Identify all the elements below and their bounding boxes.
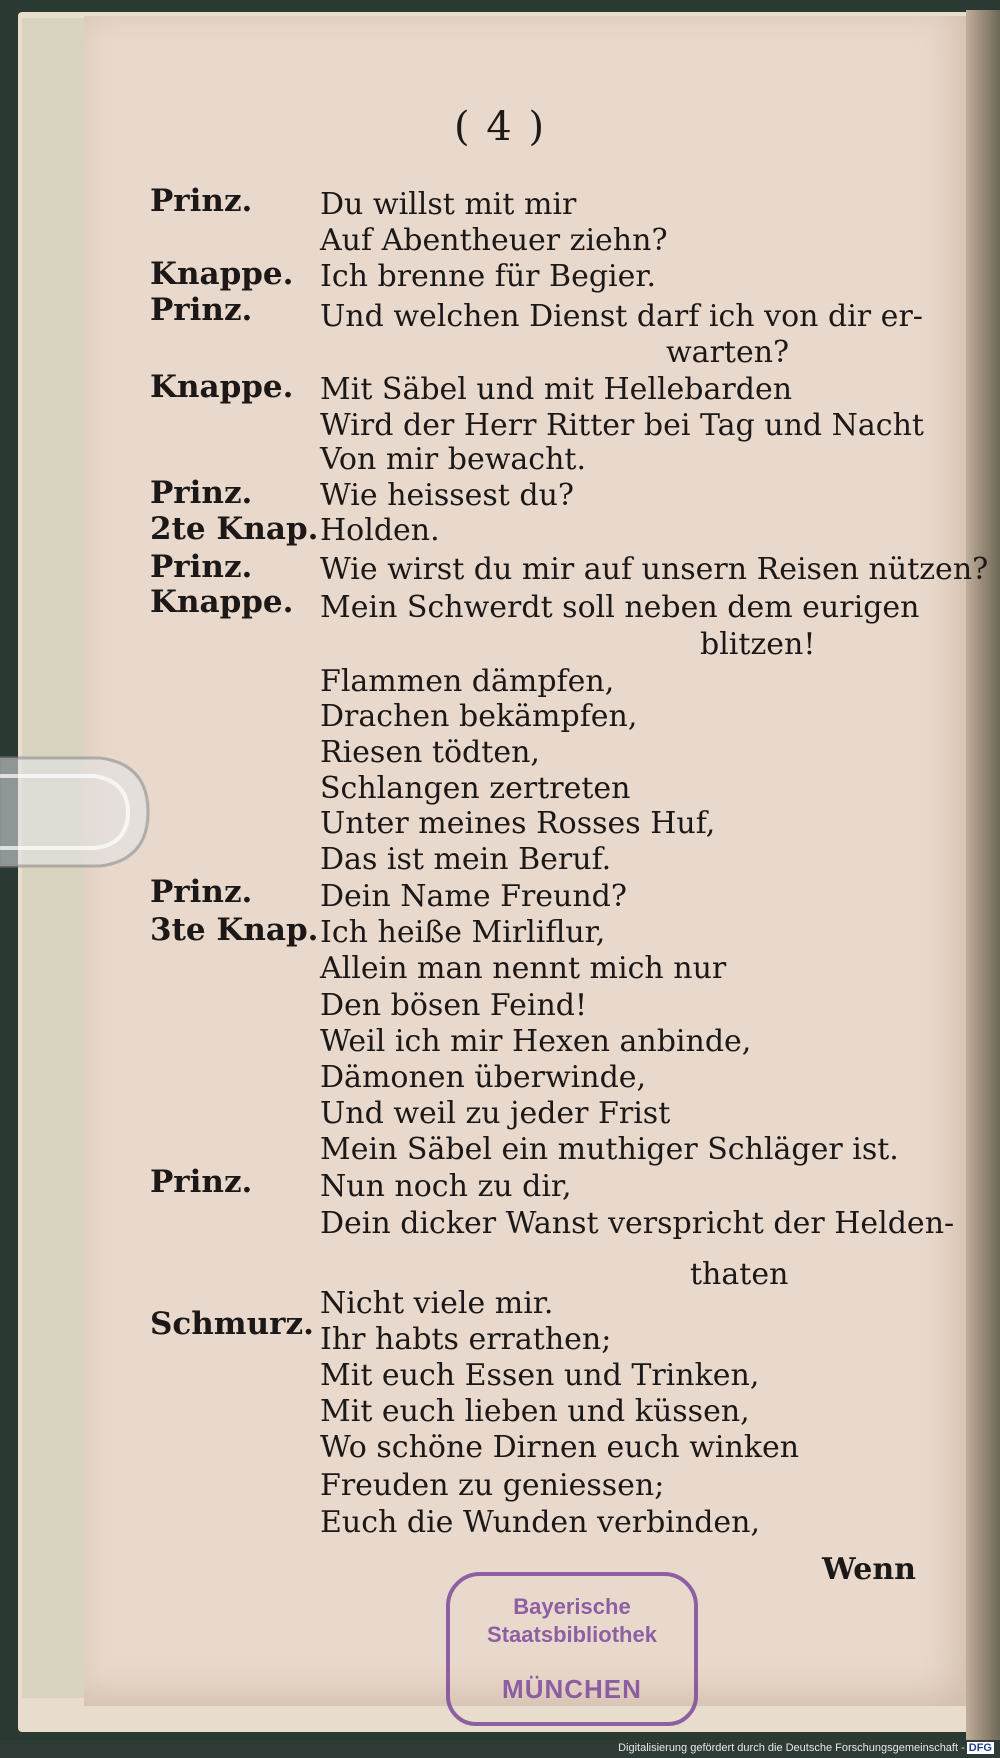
dialogue-line: thaten: [690, 1257, 789, 1292]
dialogue-line: Ihr habts errathen;: [320, 1322, 612, 1357]
dialogue-line: Nicht viele mir.: [320, 1286, 554, 1321]
dialogue-line: Weil ich mir Hexen anbinde,: [320, 1024, 752, 1059]
dialogue-line: Wie heissest du?: [320, 478, 575, 513]
page-number: ( 4 ): [453, 104, 547, 150]
dialogue-line: Mein Säbel ein muthiger Schläger ist.: [320, 1132, 899, 1167]
dialogue-line: Wie wirst du mir auf unsern Reisen nützen?: [320, 552, 989, 587]
speaker-label: Prinz.: [150, 183, 253, 219]
speaker-label: 2te Knap.: [150, 511, 319, 547]
speaker-label: 3te Knap.: [150, 912, 319, 948]
dialogue-line: Dein dicker Wanst verspricht der Helden-: [320, 1206, 955, 1241]
speaker-label: Knappe.: [150, 256, 294, 292]
dialogue-line: Wo schöne Dirnen euch winken: [320, 1430, 800, 1465]
dialogue-line: Drachen bekämpfen,: [320, 699, 638, 734]
speaker-label: Prinz.: [150, 475, 253, 511]
dialogue-line: Dein Name Freund?: [320, 879, 627, 914]
dialogue-line: Euch die Wunden verbinden,: [320, 1505, 761, 1540]
catchword: Wenn: [822, 1552, 916, 1587]
library-stamp: [446, 1572, 698, 1726]
speaker-label: Schmurz.: [150, 1306, 314, 1342]
dialogue-line: Mein Schwerdt soll neben dem eurigen: [320, 590, 920, 625]
dialogue-line: Mit euch lieben und küssen,: [320, 1394, 750, 1429]
speaker-label: Prinz.: [150, 874, 253, 910]
dialogue-line: Schlangen zertreten: [320, 771, 631, 806]
dialogue-line: Den bösen Feind!: [320, 988, 588, 1023]
stamp-line: MÜNCHEN: [502, 1674, 642, 1704]
dialogue-line: Dämonen überwinde,: [320, 1060, 647, 1095]
digitization-credit: [618, 1742, 994, 1754]
dialogue-line: Riesen tödten,: [320, 735, 540, 770]
dialogue-line: Von mir bewacht.: [320, 442, 586, 477]
dialogue-line: Unter meines Rosses Huf,: [320, 806, 716, 841]
dialogue-line: Das ist mein Beruf.: [320, 842, 612, 877]
dialogue-line: Ich brenne für Begier.: [320, 259, 656, 294]
credit-text: Digitalisierung gefördert durch die Deutsche Forschungsgemeinschaft -: [618, 1742, 965, 1754]
speaker-label: Knappe.: [150, 584, 294, 620]
dialogue-line: Auf Abentheuer ziehn?: [320, 223, 668, 258]
dialogue-line: Allein man nennt mich nur: [320, 951, 727, 986]
speaker-label: Prinz.: [150, 292, 253, 328]
stamp-line: Staatsbibliothek: [487, 1622, 657, 1647]
dialogue-line: Mit euch Essen und Trinken,: [320, 1358, 760, 1393]
dialogue-line: Freuden zu geniessen;: [320, 1468, 665, 1503]
dialogue-line: Du willst mit mir: [320, 187, 577, 222]
dialogue-line: Nun noch zu dir,: [320, 1169, 572, 1204]
dialogue-line: Und weil zu jeder Frist: [320, 1096, 671, 1131]
dialogue-line: Und welchen Dienst darf ich von dir er-: [320, 299, 923, 334]
dialogue-line: warten?: [666, 335, 790, 370]
dfg-logo: DFG: [968, 1742, 992, 1754]
plastic-clip: [0, 748, 150, 876]
dialogue-line: blitzen!: [700, 627, 816, 662]
speaker-label: Prinz.: [150, 1164, 253, 1200]
dialogue-line: Ich heiße Mirliflur,: [320, 915, 606, 950]
dialogue-line: Mit Säbel und mit Hellebarden: [320, 372, 793, 407]
dialogue-line: Flammen dämpfen,: [320, 664, 615, 699]
dialogue-line: Holden.: [320, 513, 440, 548]
page-right-edge: [966, 10, 1000, 1740]
speaker-label: Prinz.: [150, 549, 253, 585]
speaker-label: Knappe.: [150, 369, 294, 405]
stamp-line: Bayerische: [513, 1594, 631, 1619]
dialogue-line: Wird der Herr Ritter bei Tag und Nacht: [320, 408, 924, 443]
